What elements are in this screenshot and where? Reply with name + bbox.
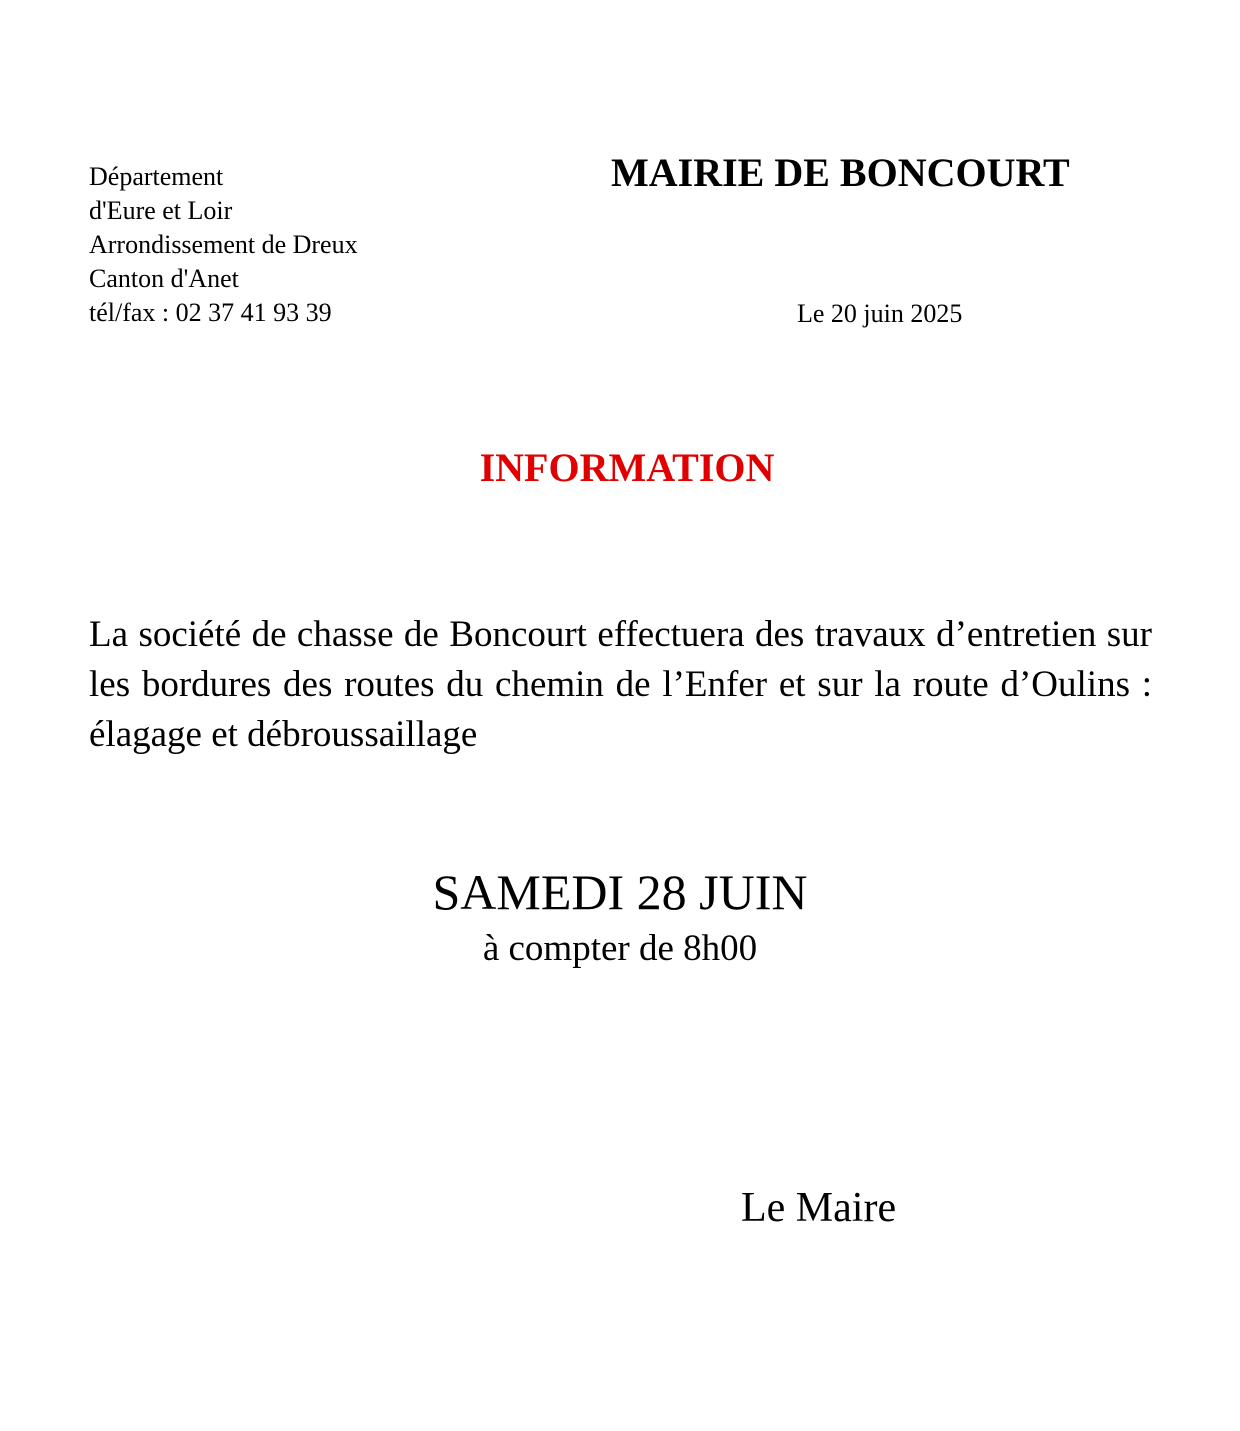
sender-phone: tél/fax : 02 37 41 93 39	[89, 298, 332, 327]
notice-body: La société de chasse de Boncourt effectuera des travaux d’entretien sur les bordures des routes du chemin de l’Enfer et sur la route d’Oulins : élagage et débroussaillage	[89, 614, 1152, 755]
sender-region: d'Eure et Loir	[89, 196, 233, 225]
information-heading: INFORMATION	[479, 445, 775, 490]
sender-canton: Canton d'Anet	[89, 264, 239, 293]
document-date: Le 20 juin 2025	[797, 299, 963, 328]
event-time: à compter de 8h00	[482, 928, 758, 969]
mairie-title: MAIRIE DE BONCOURT	[611, 150, 1070, 195]
sender-address-block	[89, 160, 509, 330]
sender-arrondissement: Arrondissement de Dreux	[89, 230, 358, 259]
signature: Le Maire	[741, 1185, 897, 1231]
event-date: SAMEDI 28 JUIN	[432, 864, 808, 920]
sender-department: Département	[89, 162, 224, 191]
